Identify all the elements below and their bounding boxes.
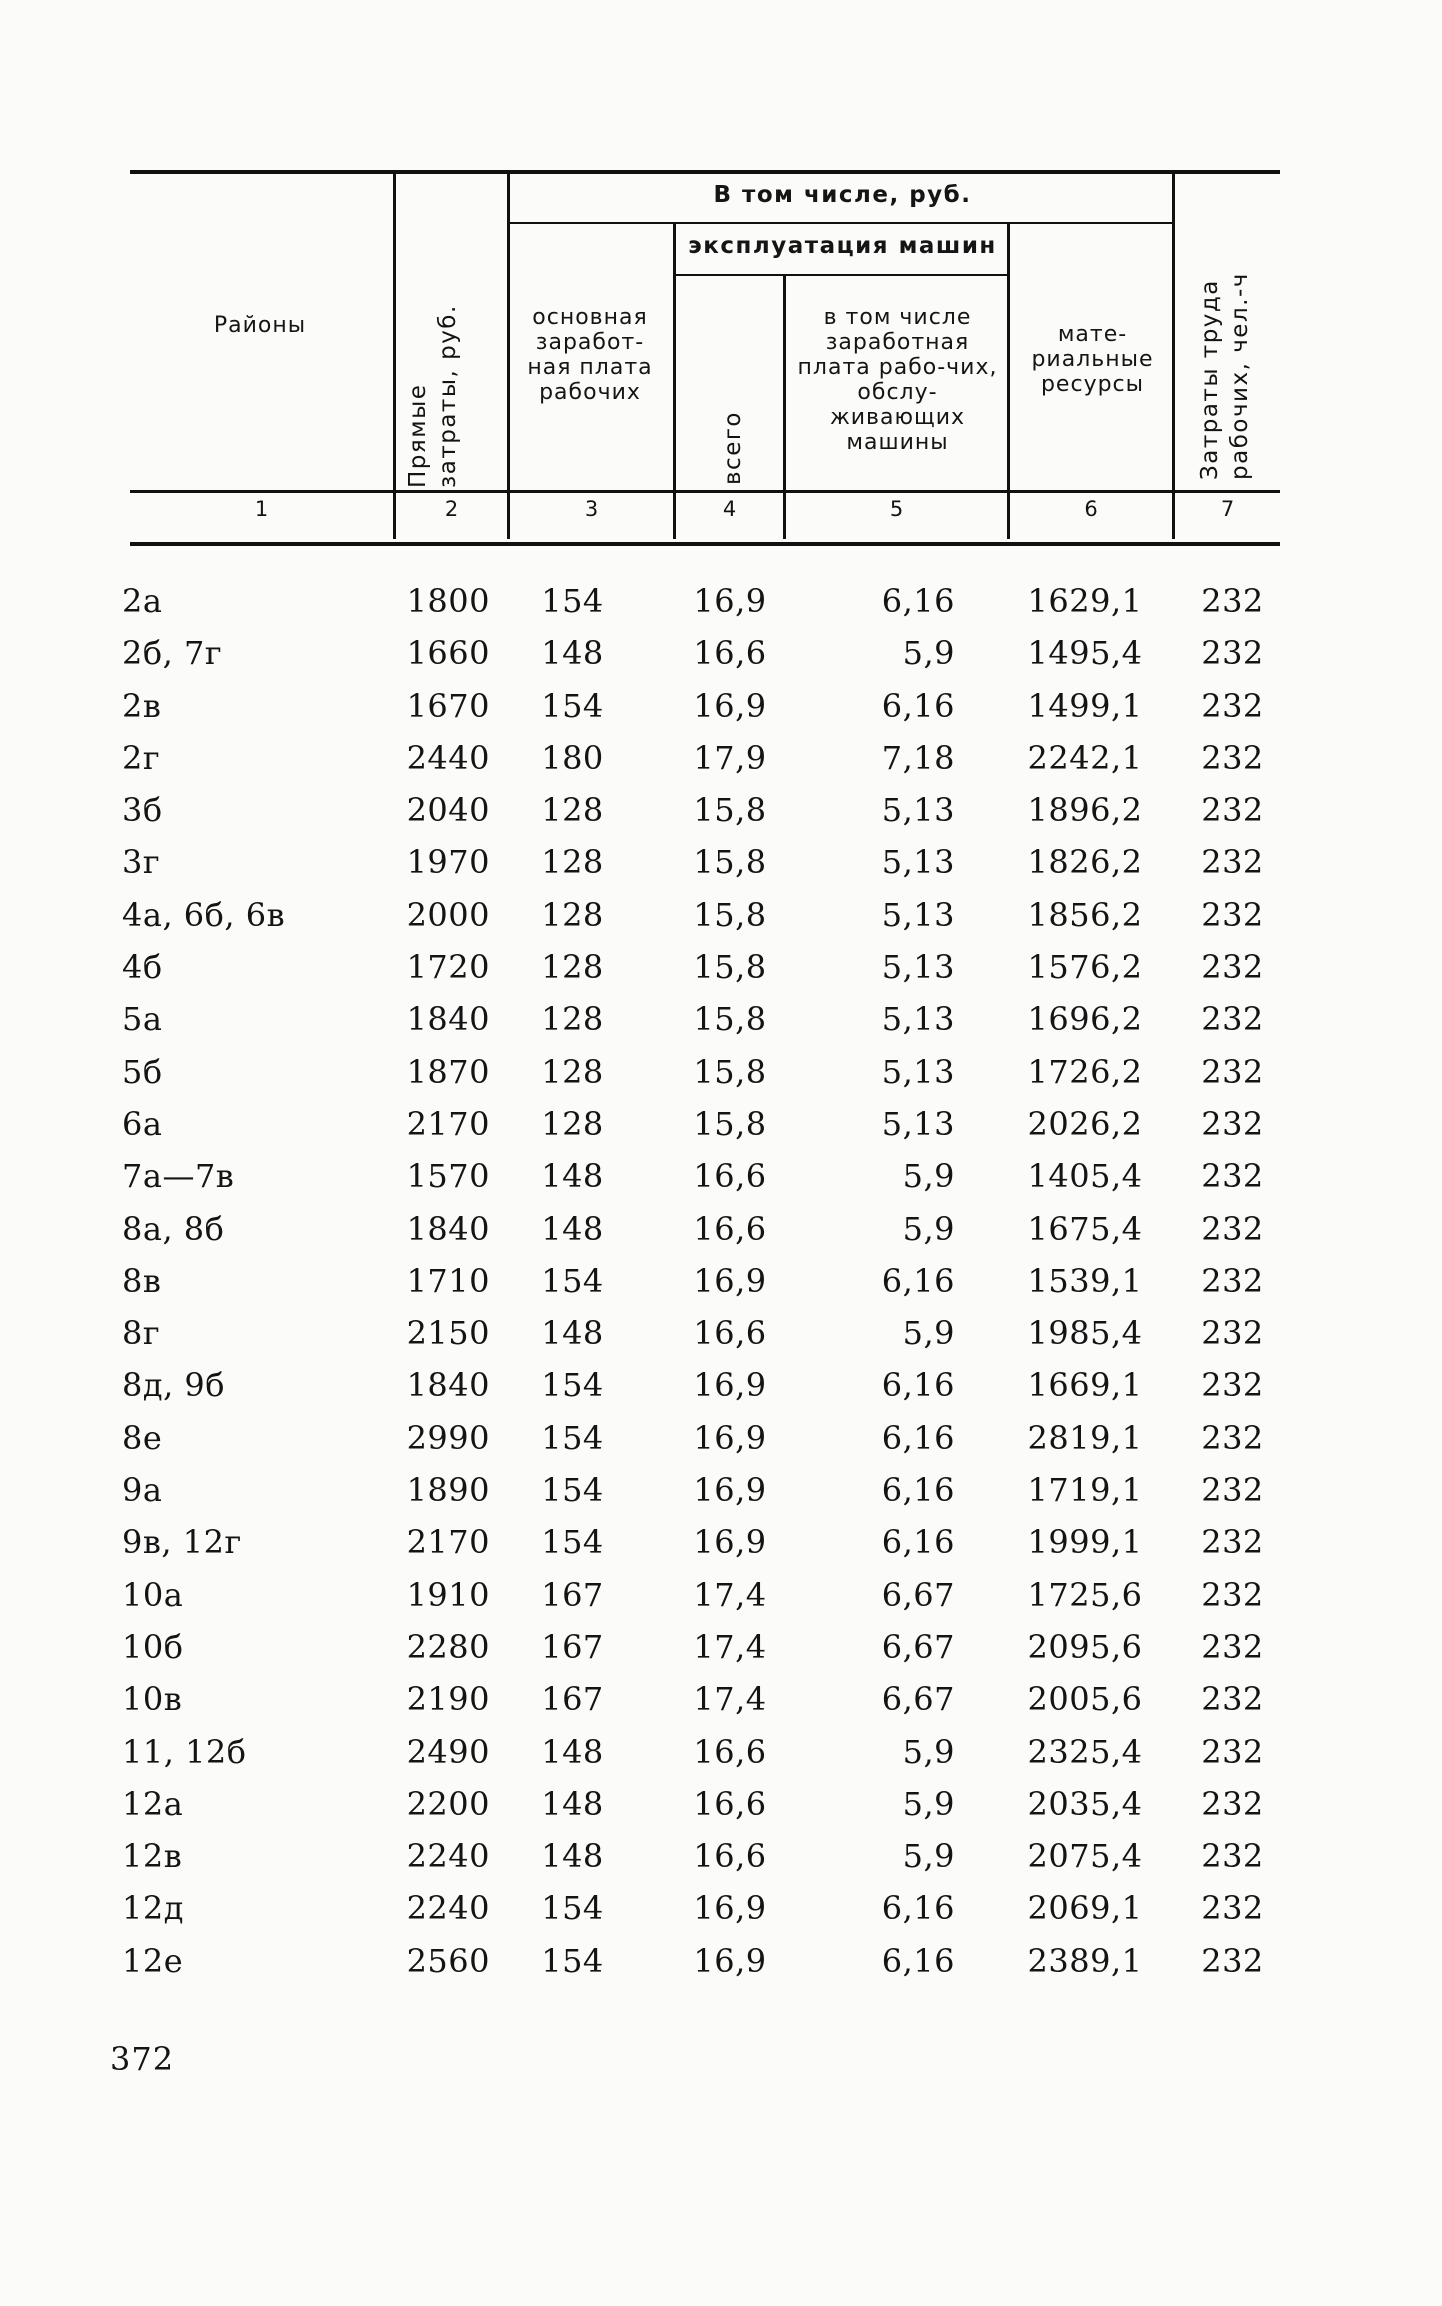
materials-cell: 2095,6 — [1027, 1627, 1143, 1666]
direct-costs-cell: 1840 — [406, 1000, 490, 1039]
machine-wage-cell: 6,67 — [881, 1680, 955, 1719]
machines-total-cell: 15,8 — [693, 948, 767, 987]
table-row — [0, 1412, 1442, 1464]
table-row — [0, 1359, 1442, 1411]
machine-wage-cell: 5,13 — [881, 895, 955, 934]
machine-wage-cell: 6,16 — [881, 1523, 955, 1562]
machine-wage-cell: 6,16 — [881, 1471, 955, 1510]
col-number-6: 6 — [1084, 497, 1098, 521]
basic-wage-cell: 154 — [541, 1261, 604, 1300]
machine-wage-cell: 5,9 — [902, 1784, 955, 1823]
labor-header: Затраты труда рабочих, чел.-ч — [1197, 272, 1253, 480]
direct-costs-cell: 2240 — [406, 1889, 490, 1928]
machine-operation-header: эксплуатация машин — [688, 233, 997, 259]
col-number-7: 7 — [1220, 497, 1235, 521]
labor-cell: 232 — [1201, 1680, 1264, 1719]
basic-wage-cell: 148 — [541, 634, 604, 673]
region-cell: 5а — [122, 1000, 163, 1039]
table-row — [0, 1673, 1442, 1725]
region-cell: 8в — [122, 1261, 162, 1300]
table-row — [0, 1464, 1442, 1516]
machines-total-cell: 17,4 — [693, 1680, 767, 1719]
direct-costs-cell: 1800 — [406, 582, 490, 620]
machine-wage-cell: 6,67 — [881, 1627, 955, 1666]
vrule-1 — [393, 174, 396, 539]
machines-total-cell: 16,9 — [693, 1418, 767, 1457]
header-bottom-rule — [130, 490, 1280, 493]
materials-cell: 1669,1 — [1027, 1366, 1143, 1405]
direct-costs-cell: 2440 — [406, 738, 490, 777]
labor-cell: 232 — [1201, 1366, 1264, 1405]
region-cell: 8а, 8б — [122, 1209, 225, 1248]
direct-costs-cell: 1840 — [406, 1366, 490, 1405]
direct-costs-cell: 1670 — [406, 686, 490, 725]
direct-costs-cell: 2240 — [406, 1837, 490, 1876]
region-cell: 7а—7в — [122, 1157, 235, 1196]
region-cell: 10в — [122, 1680, 183, 1719]
basic-wage-cell: 154 — [541, 582, 604, 620]
including-rule — [510, 222, 1175, 224]
region-cell: 2в — [122, 686, 162, 725]
basic-wage-cell: 128 — [541, 1000, 604, 1039]
machine-wage-cell: 6,16 — [881, 1941, 955, 1980]
table-row — [0, 1935, 1442, 1987]
basic-wage-cell: 148 — [541, 1837, 604, 1876]
basic-wage-cell: 128 — [541, 843, 604, 882]
materials-cell: 1985,4 — [1027, 1314, 1143, 1353]
machines-total-cell: 15,8 — [693, 1052, 767, 1091]
labor-cell: 232 — [1201, 1627, 1264, 1666]
direct-costs-cell: 2280 — [406, 1627, 490, 1666]
basic-wage-cell: 167 — [541, 1627, 604, 1666]
vrule-2 — [507, 174, 510, 539]
machines-total-cell: 16,9 — [693, 1366, 767, 1405]
labor-cell: 232 — [1201, 1104, 1264, 1143]
materials-cell: 2389,1 — [1027, 1941, 1143, 1980]
materials-cell: 1629,1 — [1027, 582, 1143, 620]
labor-cell: 232 — [1201, 1000, 1264, 1039]
basic-wage-cell: 148 — [541, 1314, 604, 1353]
basic-wage-cell: 154 — [541, 1889, 604, 1928]
basic-wage-cell: 167 — [541, 1680, 604, 1719]
materials-cell: 1719,1 — [1027, 1471, 1143, 1510]
labor-cell: 232 — [1201, 1261, 1264, 1300]
basic-wage-cell: 154 — [541, 686, 604, 725]
machine-wage-header: в том числе заработная плата рабо-чих, обслу-живающих машины — [797, 305, 998, 455]
region-cell: 3б — [122, 791, 163, 830]
direct-costs-cell: 2990 — [406, 1418, 490, 1457]
machine-wage-cell: 6,67 — [881, 1575, 955, 1614]
basic-wage-cell: 154 — [541, 1523, 604, 1562]
direct-costs-cell: 1890 — [406, 1471, 490, 1510]
table-row — [0, 1150, 1442, 1202]
table-row — [0, 784, 1442, 836]
machine-wage-cell: 5,9 — [902, 1314, 955, 1353]
machines-total-cell: 16,6 — [693, 634, 767, 673]
direct-costs-cell: 2200 — [406, 1784, 490, 1823]
machines-total-cell: 16,9 — [693, 1889, 767, 1928]
direct-costs-cell: 2000 — [406, 895, 490, 934]
machine-wage-cell: 6,16 — [881, 1261, 955, 1300]
machines-total-cell: 16,6 — [693, 1837, 767, 1876]
machines-total-cell: 15,8 — [693, 1104, 767, 1143]
machines-total-cell: 16,9 — [693, 1523, 767, 1562]
table-row — [0, 1203, 1442, 1255]
basic-wage-cell: 128 — [541, 1052, 604, 1091]
machines-total-cell: 16,9 — [693, 582, 767, 620]
direct-costs-cell: 2150 — [406, 1314, 490, 1353]
basic-wage-cell: 128 — [541, 895, 604, 934]
region-cell: 2а — [122, 582, 163, 620]
machines-total-cell: 15,8 — [693, 895, 767, 934]
machine-wage-cell: 5,9 — [902, 634, 955, 673]
region-cell: 11, 12б — [122, 1732, 247, 1771]
labor-cell: 232 — [1201, 1523, 1264, 1562]
direct-costs-cell: 1720 — [406, 948, 490, 987]
materials-cell: 1726,2 — [1027, 1052, 1143, 1091]
labor-cell: 232 — [1201, 582, 1264, 620]
table-row — [0, 1882, 1442, 1934]
machines-total-cell: 15,8 — [693, 791, 767, 830]
machine-wage-cell: 5,9 — [902, 1732, 955, 1771]
materials-header: мате-риальные ресурсы — [1031, 322, 1154, 397]
basic-wage-cell: 154 — [541, 1418, 604, 1457]
table-row — [0, 732, 1442, 784]
direct-costs-cell: 2560 — [406, 1941, 490, 1980]
machine-wage-cell: 6,16 — [881, 1366, 955, 1405]
labor-cell: 232 — [1201, 1575, 1264, 1614]
machines-total-cell: 15,8 — [693, 843, 767, 882]
machines-total-cell: 17,4 — [693, 1575, 767, 1614]
machines-total-cell: 16,9 — [693, 686, 767, 725]
direct-costs-cell: 2040 — [406, 791, 490, 830]
materials-cell: 2069,1 — [1027, 1889, 1143, 1928]
direct-costs-cell: 1570 — [406, 1157, 490, 1196]
labor-cell: 232 — [1201, 1837, 1264, 1876]
labor-cell: 232 — [1201, 1941, 1264, 1980]
col-number-5: 5 — [889, 497, 904, 521]
region-cell: 8д, 9б — [122, 1366, 226, 1405]
vrule-3 — [673, 222, 676, 539]
col-number-2: 2 — [444, 497, 459, 521]
regions-header: Районы — [213, 313, 307, 338]
table-row — [0, 680, 1442, 732]
region-cell: 2б, 7г — [122, 634, 223, 673]
materials-cell: 2819,1 — [1027, 1418, 1143, 1457]
table-body — [0, 575, 1442, 1987]
region-cell: 2г — [122, 738, 161, 777]
direct-costs-cell: 1870 — [406, 1052, 490, 1091]
materials-cell: 1405,4 — [1027, 1157, 1143, 1196]
region-cell: 3г — [122, 843, 161, 882]
vrule-5 — [1007, 222, 1010, 539]
basic-wage-cell: 128 — [541, 791, 604, 830]
labor-cell: 232 — [1201, 1052, 1264, 1091]
machines-total-cell: 16,6 — [693, 1209, 767, 1248]
basic-wage-cell: 128 — [541, 948, 604, 987]
page-number: 372 — [110, 2040, 175, 2078]
machines-rule — [675, 274, 1010, 276]
materials-cell: 2075,4 — [1027, 1837, 1143, 1876]
machines-total-cell: 16,9 — [693, 1941, 767, 1980]
materials-cell: 2005,6 — [1027, 1680, 1143, 1719]
direct-costs-cell: 2490 — [406, 1732, 490, 1771]
region-cell: 4а, 6б, 6в — [122, 895, 286, 934]
table-row — [0, 993, 1442, 1045]
machine-wage-cell: 6,16 — [881, 686, 955, 725]
region-cell: 10б — [122, 1627, 184, 1666]
materials-cell: 1576,2 — [1027, 948, 1143, 987]
machine-wage-cell: 7,18 — [881, 738, 955, 777]
labor-cell: 232 — [1201, 843, 1264, 882]
basic-wage-cell: 148 — [541, 1209, 604, 1248]
labor-cell: 232 — [1201, 1471, 1264, 1510]
materials-cell: 1999,1 — [1027, 1523, 1143, 1562]
direct-costs-cell: 2190 — [406, 1680, 490, 1719]
labor-cell: 232 — [1201, 895, 1264, 934]
materials-cell: 1896,2 — [1027, 791, 1143, 830]
region-cell: 8е — [122, 1418, 163, 1457]
labor-cell: 232 — [1201, 1314, 1264, 1353]
numbers-bottom-rule — [130, 542, 1280, 546]
col-number-3: 3 — [584, 497, 599, 521]
direct-costs-header: Прямые затраты, руб. — [405, 304, 461, 488]
basic-wage-cell: 148 — [541, 1784, 604, 1823]
basic-wage-cell: 180 — [541, 738, 604, 777]
region-cell: 10а — [122, 1575, 184, 1614]
machines-total-cell: 16,6 — [693, 1157, 767, 1196]
direct-costs-cell: 1660 — [406, 634, 490, 673]
table-row — [0, 1778, 1442, 1830]
machine-wage-cell: 6,16 — [881, 1418, 955, 1457]
materials-cell: 2242,1 — [1027, 738, 1143, 777]
machine-wage-cell: 5,13 — [881, 1000, 955, 1039]
table-row — [0, 1830, 1442, 1882]
labor-cell: 232 — [1201, 1784, 1264, 1823]
machine-wage-cell: 6,16 — [881, 582, 955, 620]
machine-wage-cell: 6,16 — [881, 1889, 955, 1928]
top-rule — [130, 170, 1280, 174]
materials-cell: 1675,4 — [1027, 1209, 1143, 1248]
region-cell: 9в, 12г — [122, 1523, 242, 1562]
region-cell: 4б — [122, 948, 163, 987]
table-row — [0, 1621, 1442, 1673]
direct-costs-cell: 1710 — [406, 1261, 490, 1300]
basic-wage-cell: 128 — [541, 1104, 604, 1143]
region-cell: 12д — [122, 1889, 184, 1928]
region-cell: 9а — [122, 1471, 163, 1510]
machine-wage-cell: 5,13 — [881, 1052, 955, 1091]
labor-cell: 232 — [1201, 1209, 1264, 1248]
machines-total-cell: 17,9 — [693, 738, 767, 777]
labor-cell: 232 — [1201, 1889, 1264, 1928]
basic-wage-header: основная заработ-ная плата рабочих — [527, 305, 653, 405]
materials-cell: 1495,4 — [1027, 634, 1143, 673]
materials-cell: 2026,2 — [1027, 1104, 1143, 1143]
direct-costs-cell: 1840 — [406, 1209, 490, 1248]
labor-cell: 232 — [1201, 1157, 1264, 1196]
labor-cell: 232 — [1201, 1418, 1264, 1457]
materials-cell: 1499,1 — [1027, 686, 1143, 725]
region-cell: 12в — [122, 1837, 183, 1876]
materials-cell: 1696,2 — [1027, 1000, 1143, 1039]
machines-total-header: всего — [720, 410, 746, 485]
materials-cell: 2035,4 — [1027, 1784, 1143, 1823]
direct-costs-cell: 1970 — [406, 843, 490, 882]
table-row — [0, 627, 1442, 679]
col-number-4: 4 — [722, 497, 737, 521]
including-header: В том числе, руб. — [713, 182, 972, 208]
machine-wage-cell: 5,13 — [881, 1104, 955, 1143]
table-row — [0, 575, 1442, 627]
table-row — [0, 1569, 1442, 1621]
basic-wage-cell: 167 — [541, 1575, 604, 1614]
materials-cell: 1539,1 — [1027, 1261, 1143, 1300]
region-cell: 5б — [122, 1052, 163, 1091]
machines-total-cell: 16,6 — [693, 1314, 767, 1353]
labor-cell: 232 — [1201, 1732, 1264, 1771]
labor-cell: 232 — [1201, 738, 1264, 777]
region-cell: 6а — [122, 1104, 163, 1143]
materials-cell: 2325,4 — [1027, 1732, 1143, 1771]
table-row — [0, 1098, 1442, 1150]
materials-cell: 1826,2 — [1027, 843, 1143, 882]
machine-wage-cell: 5,9 — [902, 1157, 955, 1196]
table-header — [0, 0, 1442, 560]
machine-wage-cell: 5,13 — [881, 948, 955, 987]
direct-costs-cell: 2170 — [406, 1104, 490, 1143]
table-row — [0, 1516, 1442, 1568]
machines-total-cell: 15,8 — [693, 1000, 767, 1039]
machine-wage-cell: 5,13 — [881, 843, 955, 882]
machines-total-cell: 16,9 — [693, 1261, 767, 1300]
table-row — [0, 941, 1442, 993]
region-cell: 8г — [122, 1314, 161, 1353]
materials-cell: 1725,6 — [1027, 1575, 1143, 1614]
table-row — [0, 836, 1442, 888]
table-row — [0, 1726, 1442, 1778]
basic-wage-cell: 148 — [541, 1732, 604, 1771]
table-row — [0, 1307, 1442, 1359]
basic-wage-cell: 154 — [541, 1366, 604, 1405]
basic-wage-cell: 154 — [541, 1941, 604, 1980]
machines-total-cell: 17,4 — [693, 1627, 767, 1666]
region-cell: 12е — [122, 1941, 184, 1980]
machines-total-cell: 16,9 — [693, 1471, 767, 1510]
machine-wage-cell: 5,9 — [902, 1209, 955, 1248]
table-row — [0, 889, 1442, 941]
basic-wage-cell: 154 — [541, 1471, 604, 1510]
basic-wage-cell: 148 — [541, 1157, 604, 1196]
vrule-6 — [1172, 174, 1175, 539]
region-cell: 12а — [122, 1784, 184, 1823]
machines-total-cell: 16,6 — [693, 1784, 767, 1823]
table-row — [0, 1046, 1442, 1098]
labor-cell: 232 — [1201, 634, 1264, 673]
direct-costs-cell: 1910 — [406, 1575, 490, 1614]
machine-wage-cell: 5,13 — [881, 791, 955, 830]
machines-total-cell: 16,6 — [693, 1732, 767, 1771]
materials-cell: 1856,2 — [1027, 895, 1143, 934]
labor-cell: 232 — [1201, 791, 1264, 830]
table-row — [0, 1255, 1442, 1307]
labor-cell: 232 — [1201, 948, 1264, 987]
col-number-1: 1 — [254, 497, 269, 521]
direct-costs-cell: 2170 — [406, 1523, 490, 1562]
labor-cell: 232 — [1201, 686, 1264, 725]
machine-wage-cell: 5,9 — [902, 1837, 955, 1876]
